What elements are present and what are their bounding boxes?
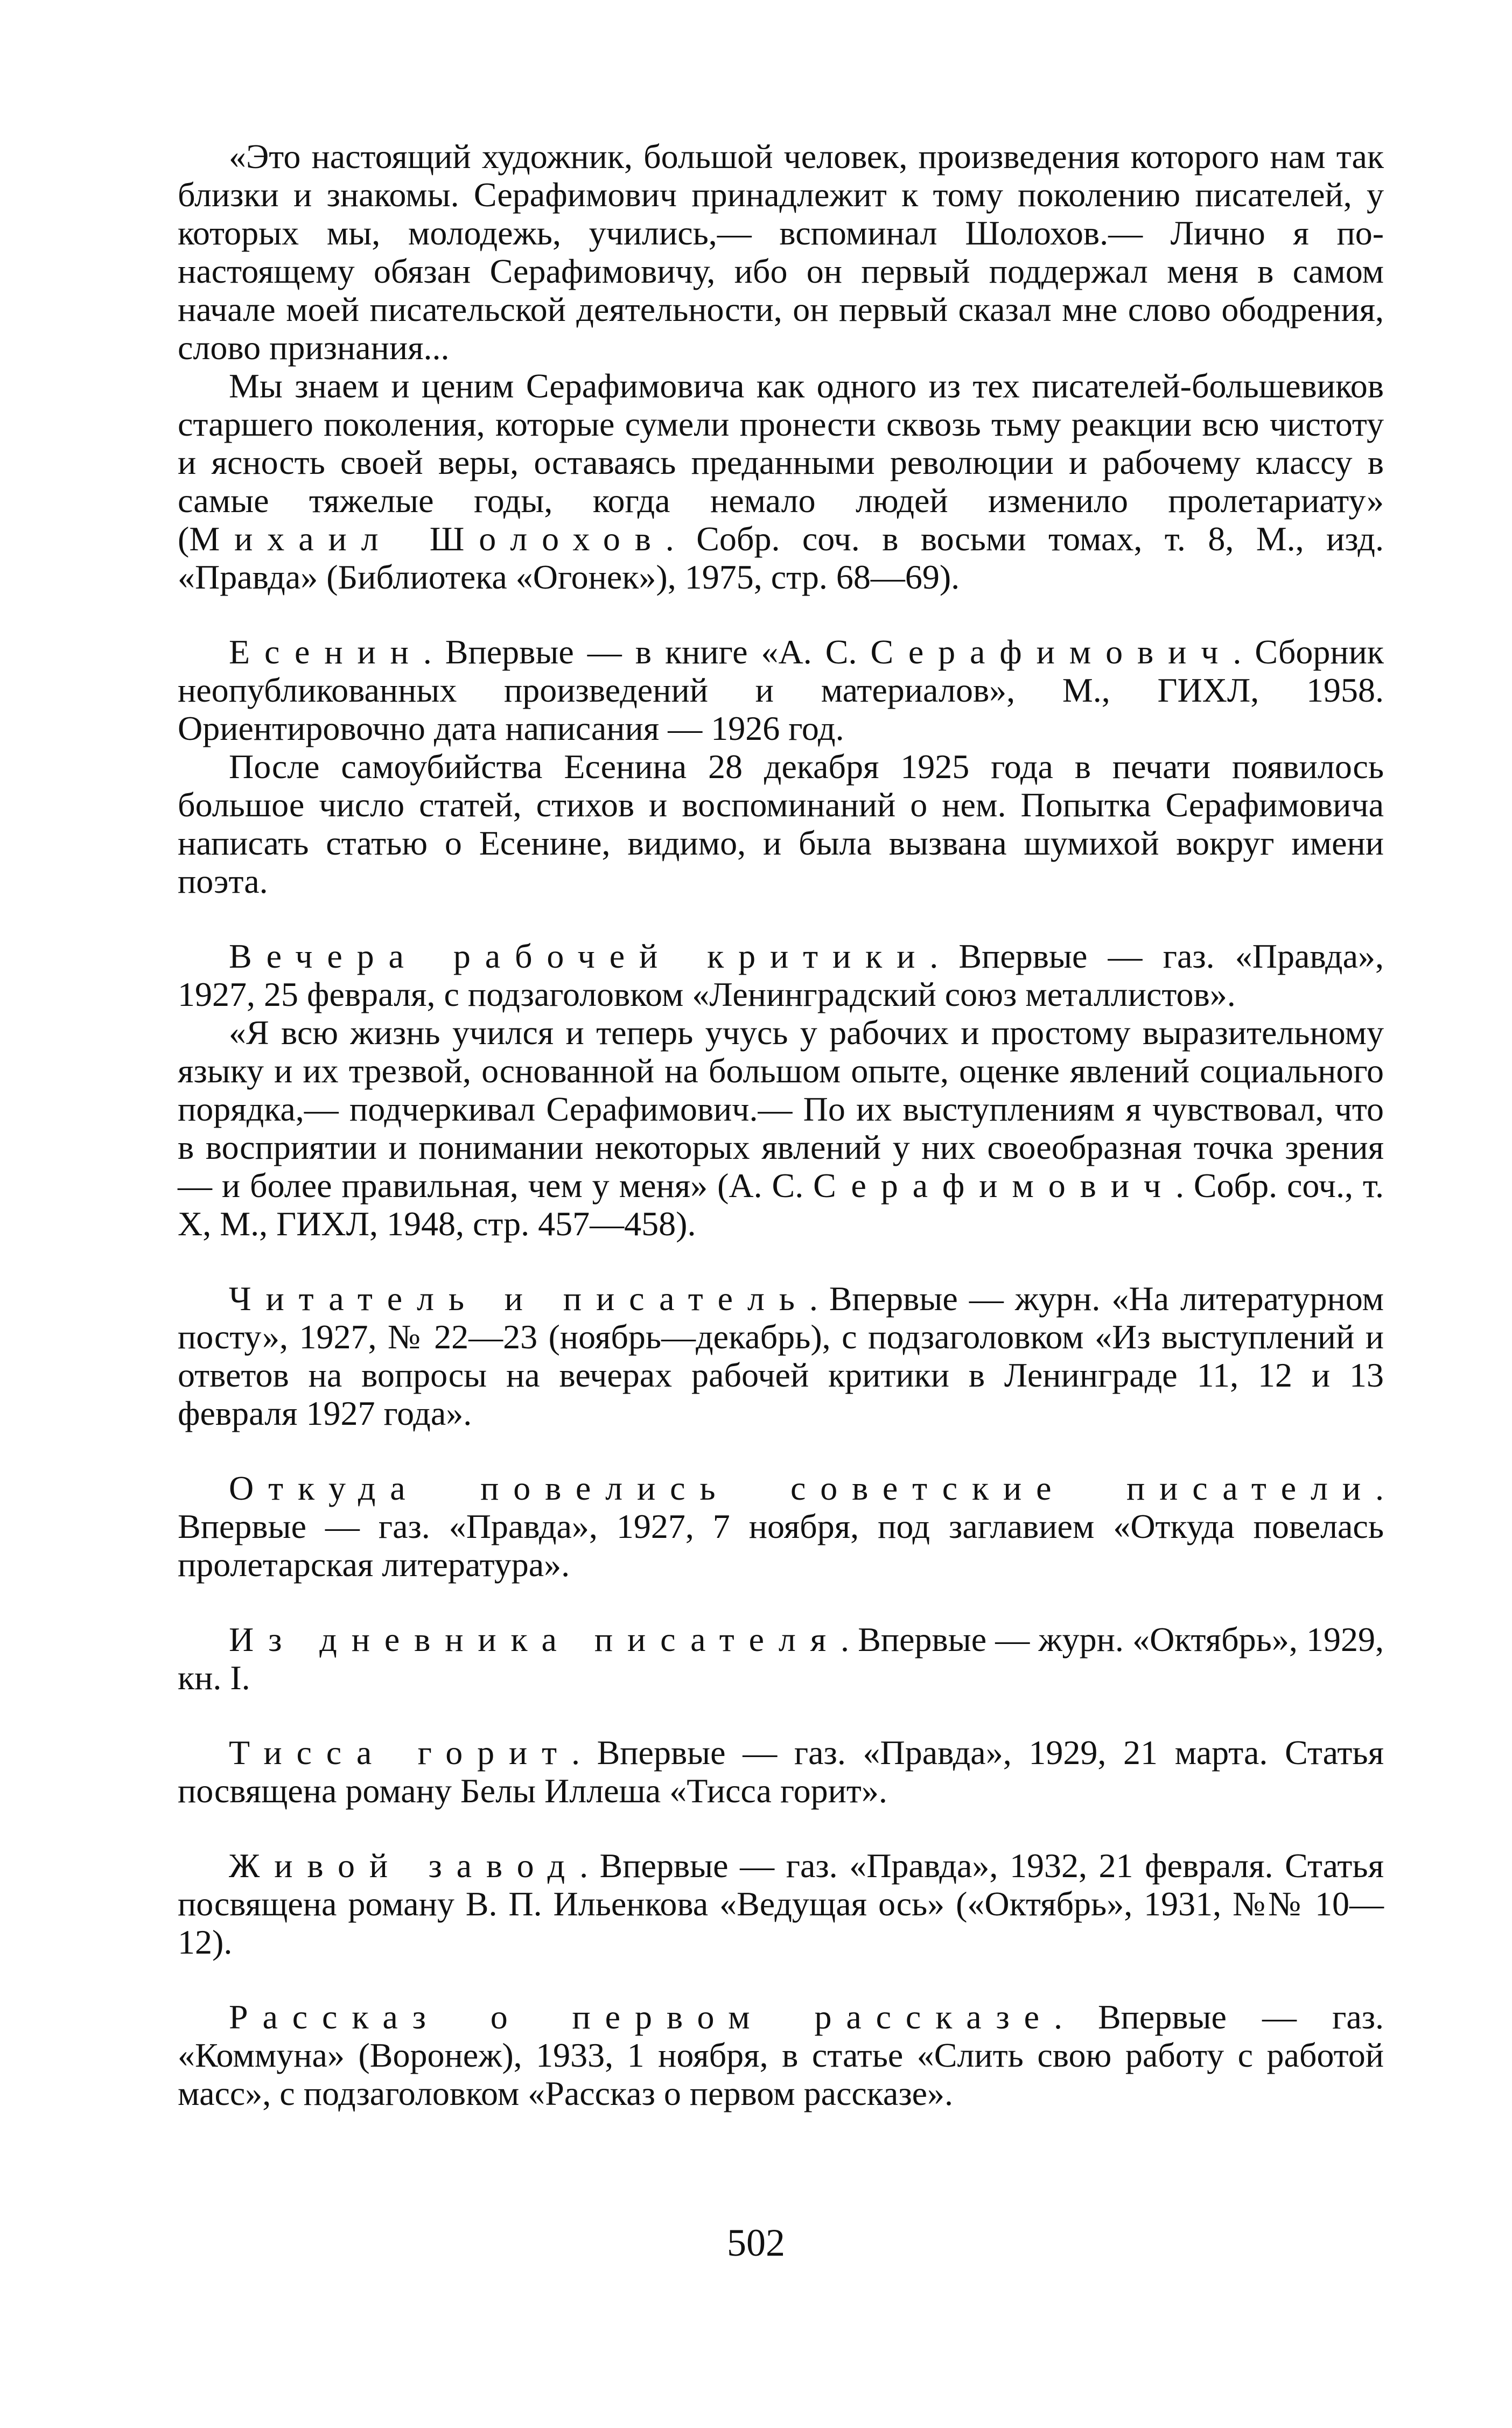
paragraph-text: . Впервые — газ. «Правда», 1929, 21 марта. Статья посвящена роману Белы Иллеша «Тисса горит». — [178, 1733, 1384, 1810]
paragraph-text: . Впервые — газ. «Коммуна» (Воронеж), 1933, 1 ноября, в статье «Слить свою работу с работой масс», с подзаголовком «Рассказ о первом рассказе». — [178, 1998, 1384, 2112]
spaced-title: Серафимович — [870, 633, 1233, 671]
paragraph — [178, 1733, 1384, 1810]
paragraph — [178, 1620, 1384, 1697]
spaced-title: Есенин — [229, 633, 423, 671]
paragraph — [178, 633, 1384, 747]
page-number: 502 — [727, 2221, 785, 2264]
paragraph-text: . Собр. соч., т. X, М., ГИХЛ, 1948, стр. 457—458). — [178, 1166, 1384, 1243]
paragraph — [178, 1998, 1384, 2112]
paragraph-text: . Впервые — газ. «Правда», 1932, 21 февраля. Статья посвящена роману В. П. Ильенкова «Ведущая ось» («Октябрь», 1931, №№ 10—12). — [178, 1846, 1384, 1961]
paragraph-text: «Это настоящий художник, большой человек, произведения которого нам так близки и знакомы. Серафимович принадлежит к тому поколению писателей, у которых мы, молодежь, учились,— вспоминал Шолохов.— Лично я по-настоящему обязан Серафимовичу, ибо он первый поддержал меня в самом начале моей писательской деятельности, он первый сказал мне слово ободрения, слово признания... — [178, 137, 1384, 367]
spaced-title: Тисса горит — [229, 1733, 571, 1772]
paragraph-text: . Впервые — журн. «На литературном посту», 1927, № 22—23 (ноябрь—декабрь), с подзаголовком «Из выступлений и ответов на вопросы на вечерах рабочей критики в Ленинграде 11, 12 и 13 февраля 1927 года». — [178, 1279, 1384, 1432]
spaced-title: Серафимович — [813, 1166, 1175, 1205]
paragraph — [178, 1013, 1384, 1243]
spaced-title: Читатель и писатель — [229, 1279, 809, 1318]
paragraph — [178, 1846, 1384, 1961]
paragraph — [178, 747, 1384, 900]
paragraph — [178, 367, 1384, 596]
spaced-title: Михаил Шолохов — [189, 520, 666, 558]
paragraph — [178, 1469, 1384, 1584]
spaced-title: Живой завод — [229, 1846, 580, 1885]
spaced-title: Из дневника писателя — [229, 1620, 841, 1659]
paragraph-text: Мы знаем и ценим Серафимовича как одного из тех писателей-большевиков старшего поколения, которые сумели пронести сквозь тьму реакции всю чистоту и ясность своей веры, оставаясь преданными революции и рабочему классу в самые тяжелые годы, когда немало людей изменило пролетариату» ( — [178, 367, 1384, 558]
paragraph-text: После самоубийства Есенина 28 декабря 1925 года в печати появилось большое число статей, стихов и воспоминаний о нем. Попытка Серафимовича написать статью о Есенине, видимо, и была вызвана шумихой вокруг имени поэта. — [178, 747, 1384, 900]
paragraph-text: . Впервые — газ. «Правда», 1927, 25 февраля, с подзаголовком «Ленинградский союз металлистов». — [178, 937, 1384, 1013]
paragraph — [178, 137, 1384, 367]
paragraph-text: . Собр. соч. в восьми томах, т. 8, М., изд. «Правда» (Библиотека «Огонек»), 1975, стр. 68—69). — [178, 520, 1384, 596]
commentary-text — [178, 137, 1384, 2112]
paragraph — [178, 1279, 1384, 1432]
paragraph-text: . Впервые — журн. «Октябрь», 1929, кн. I. — [178, 1620, 1384, 1697]
paragraph-text: . Впервые — в книге «А. С. — [423, 633, 871, 671]
paragraph-text: . Сборник неопубликованных произведений и материалов», М., ГИХЛ, 1958. Ориентировочно дата написания — 1926 год. — [178, 633, 1384, 747]
paragraph — [178, 937, 1384, 1013]
paragraph-text: . Впервые — газ. «Правда», 1927, 7 ноября, под заглавием «Откуда повелась пролетарская литература». — [178, 1469, 1384, 1584]
paragraph-text: «Я всю жизнь учился и теперь учусь у рабочих и простому выразительному языку и их трезвой, основанной на большом опыте, оценке явлений социального порядка,— подчеркивал Серафимович.— По их выступлениям я чувствовал, что в восприятии и понимании некоторых явлений у них своеобразная точка зрения — и более правильная, чем у меня» (А. С. — [178, 1013, 1384, 1205]
spaced-title: Вечера рабочей критики — [229, 937, 930, 975]
spaced-title: Рассказ о первом рассказе — [229, 1998, 1054, 2036]
spaced-title: Откуда повелись советские писатели — [229, 1469, 1375, 1507]
